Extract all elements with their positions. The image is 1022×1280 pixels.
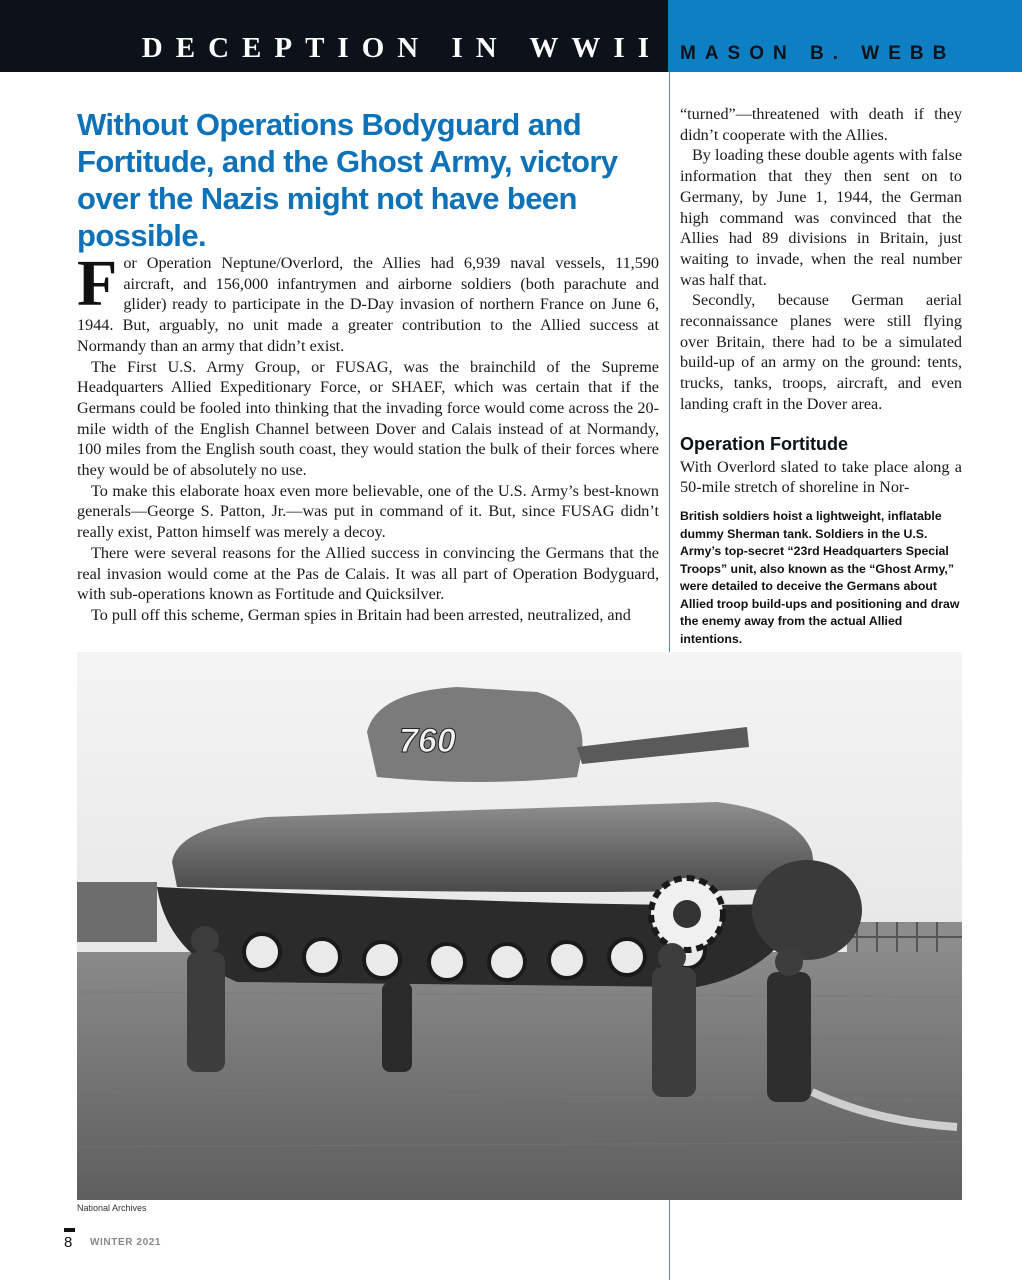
tank-photo-illustration xyxy=(77,652,962,1200)
body-paragraph: Secondly, because German aerial reconnaissance planes were still flying over Britain, there had to be a simulated build-up of an army on the ground: tents, trucks, tanks, troops, aircraft, and even landing craft in the Dover area. xyxy=(680,291,962,413)
body-paragraph: To make this elaborate hoax even more believable, one of the U.S. Army’s best-known generals—George S. Patton, Jr.—was put in command of it. But, since FUSAG didn’t really exist, Patton himself was merely a decoy. xyxy=(77,481,659,542)
header-bar-dark xyxy=(0,0,668,72)
body-paragraph: With Overlord slated to take place along a 50-mile stretch of shoreline in Nor- xyxy=(680,457,962,497)
drop-cap: F xyxy=(77,247,118,320)
body-paragraph: The First U.S. Army Group, or FUSAG, was the brainchild of the Supreme Headquarters Allied Expeditionary Force, or SHAEF, which was certain that if the Germans could be fooled into thinking that the invading force would come across the 20-mile width of the English Channel between Dover and Calais instead of at Normandy, 100 miles from the English south coast, they would station the bulk of their forces where they would be of absolutely no use. xyxy=(77,357,659,480)
author-byline: MASON B. WEBB xyxy=(680,43,956,64)
headline: Without Operations Bodyguard and Fortitude, and the Ghost Army, victory over the Nazis might not have been possible. xyxy=(77,107,618,253)
section-subhead: Operation Fortitude xyxy=(680,433,848,454)
page-number: 8 xyxy=(64,1234,73,1251)
photo-caption: British soldiers hoist a lightweight, inflatable dummy Sherman tank. Soldiers in the U.S. Army’s top-secret “23rd Headquarters Special Troops” unit, also known as the “Ghost Army,” were detailed to deceive the Germans about Allied troop build-ups and positioning and draw the enemy away from the actual Allied intentions. xyxy=(680,509,960,646)
body-paragraph: There were several reasons for the Allied success in convincing the Germans that the real invasion would come at the Pas de Calais. It was all part of Operation Bodyguard, with sub-operations known as Fortitude and Quicksilver. xyxy=(77,543,659,604)
turret-number: 760 xyxy=(399,722,456,760)
right-column-body xyxy=(680,104,962,498)
series-title: DECEPTION IN WWII xyxy=(141,32,662,64)
left-column-body xyxy=(77,247,659,626)
issue-label: WINTER 2021 xyxy=(90,1237,162,1248)
photo-credit: National Archives xyxy=(77,1203,147,1213)
body-paragraph: To pull off this scheme, German spies in Britain had been arrested, neutralized, and xyxy=(91,605,631,624)
header-bar-blue xyxy=(668,0,1022,72)
body-paragraph: “turned”—threatened with death if they didn’t cooperate with the Allies. xyxy=(680,105,962,144)
inflatable-tank-photo xyxy=(77,652,962,1200)
body-paragraph: For Operation Neptune/Overlord, the Allies had 6,939 naval vessels, 11,590 aircraft, and 156,000 infantrymen and airborne soldiers (both parachute and glider) ready to participate in the D-Day invasion of northern France on June 6, 1944. But, arguably, no unit made a greater contribution to the Allied success at Normandy than an army that didn’t exist. xyxy=(77,247,659,355)
folio-mark xyxy=(64,1228,75,1232)
body-paragraph: By loading these double agents with false information that they then sent on to Germany, by June 1, 1944, the German high command was convinced that the Allies had 89 divisions in Britain, just waiting to invade, when the real number was half that. xyxy=(680,146,962,289)
